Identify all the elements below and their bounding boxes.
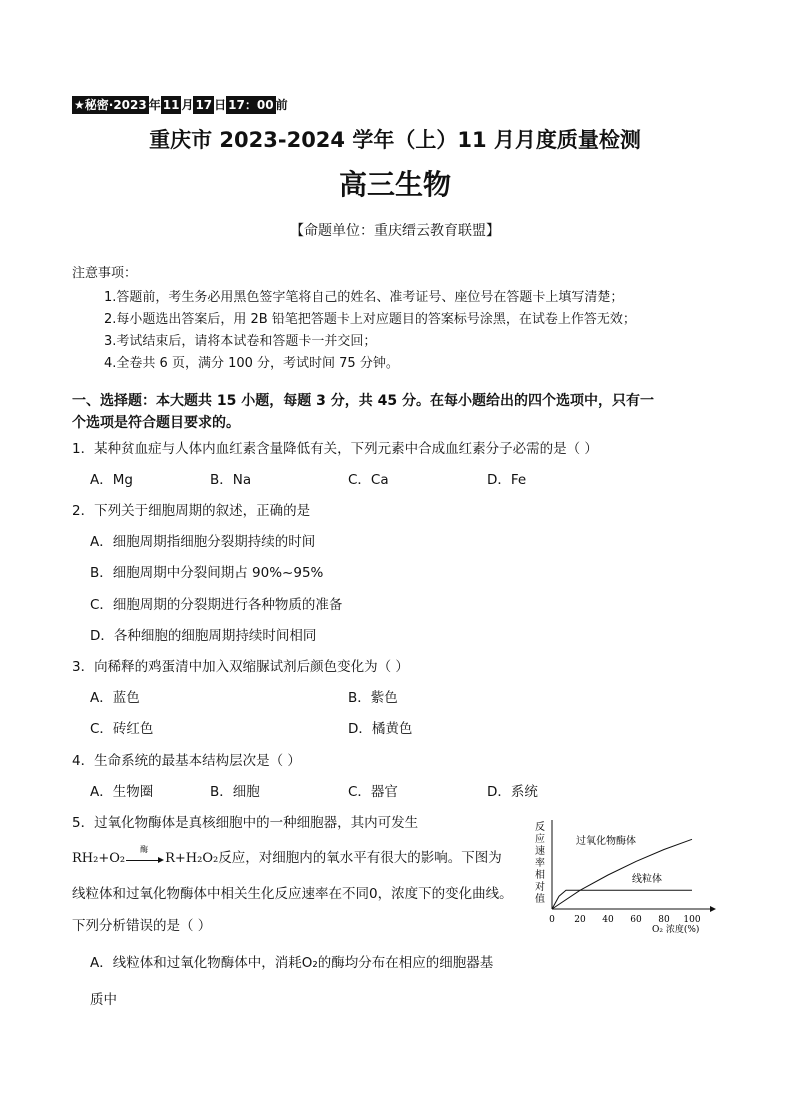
series-line — [552, 839, 692, 909]
rate-chart — [532, 816, 722, 942]
q3-option-a: A．蓝色 — [90, 690, 140, 706]
y-axis-label-char: 相 — [535, 870, 545, 881]
question-3-stem: 3．向稀释的鸡蛋清中加入双缩脲试剂后颜色变化为（ ） — [72, 659, 409, 675]
x-tick-label: 20 — [574, 915, 586, 925]
confidential-part: 17 — [195, 98, 213, 112]
q3-option-c: C．砖红色 — [90, 721, 154, 737]
x-tick-label: 80 — [658, 915, 670, 925]
q4-option-d: D．系统 — [487, 784, 538, 800]
question-1-stem: 1．某种贫血症与人体内血红素含量降低有关，下列元素中合成血红素分子必需的是（ ） — [72, 441, 598, 457]
confidential-part: 日 — [214, 98, 227, 112]
x-axis-arrow — [710, 906, 716, 912]
section-heading-cont: 个选项是符合题目要求的。 — [72, 415, 240, 431]
question-5-stem-cont: 线粒体和过氧化物酶体中相关生化反应速率在不同0，浓度下的变化曲线。 — [72, 886, 513, 902]
q1-option-d: D．Fe — [487, 472, 527, 488]
y-axis-label-char: 反 — [535, 822, 545, 833]
q4-option-a: A．生物圈 — [90, 784, 154, 800]
reaction-condition: 酶 — [140, 845, 149, 854]
notice-item: 4.全卷共 6 页，满分 100 分，考试时间 75 分钟。 — [104, 356, 399, 371]
y-axis-label-char: 应 — [535, 834, 545, 845]
reaction-products: R+H₂O₂ — [165, 851, 219, 866]
notice-heading: 注意事项： — [72, 266, 138, 281]
notice-item: 1.答题前，考生务必用黑色签字笔将自己的姓名、准考证号、座位号在答题卡上填写清楚； — [104, 290, 624, 305]
y-axis-label-char: 对 — [535, 882, 545, 893]
x-tick-label: 60 — [630, 915, 642, 925]
q4-option-c: C．器官 — [348, 784, 398, 800]
series-line — [552, 890, 692, 909]
confidential-part: 月 — [181, 98, 194, 112]
confidential-label — [72, 96, 288, 114]
q5-option-a-cont: 质中 — [90, 992, 117, 1008]
x-axis-label: O₂ 浓度(%) — [652, 925, 700, 935]
q2-option-d: D．各种细胞的细胞周期持续时间相同 — [90, 628, 317, 644]
q2-option-c: C．细胞周期的分裂期进行各种物质的准备 — [90, 597, 343, 613]
question-2-stem: 2．下列关于细胞周期的叙述，正确的是 — [72, 503, 311, 519]
q4-option-b: B．细胞 — [210, 784, 260, 800]
confidential-part: 11 — [162, 98, 180, 112]
notice-item: 2.每小题选出答案后，用 2B 铅笔把答题卡上对应题目的答案标号涂黑，在试卷上作答无效； — [104, 312, 636, 327]
question-5-stem-cont: 下列分析错误的是（ ） — [72, 918, 212, 934]
y-axis-label — [535, 820, 545, 905]
q1-option-b: B．Na — [210, 472, 252, 488]
question-4-stem: 4．生命系统的最基本结构层次是（ ） — [72, 753, 301, 769]
series-label: 线粒体 — [632, 874, 662, 885]
question-5-stem: 5．过氧化物酶体是真核细胞中的一种细胞器，其内可发生 — [72, 815, 419, 831]
x-tick-label: 100 — [683, 915, 701, 925]
y-axis-label-char: 值 — [535, 894, 545, 905]
reaction-arrow — [126, 845, 164, 866]
y-axis-label-char: 率 — [535, 858, 545, 869]
question-5-reaction-line — [72, 846, 502, 866]
confidential-part: 前 — [275, 98, 288, 112]
notice-item: 3.考试结束后，请将本试卷和答题卡一并交回； — [104, 334, 377, 349]
confidential-part: 年 — [148, 98, 161, 112]
confidential-part: ★秘密·2023 — [74, 98, 147, 112]
exam-unit: 【命题单位：重庆缙云教育联盟】 — [290, 223, 500, 239]
y-axis-label-char: 速 — [535, 846, 545, 857]
q3-option-b: B．紫色 — [348, 690, 398, 706]
x-tick-label: 0 — [549, 915, 555, 925]
q1-option-a: A．Mg — [90, 472, 133, 488]
x-tick-label: 40 — [602, 915, 614, 925]
exam-title: 重庆市 2023-2024 学年（上）11 月月度质量检测 — [149, 128, 641, 152]
q2-option-b: B．细胞周期中分裂间期占 90%~95% — [90, 565, 324, 581]
q2-option-a: A．细胞周期指细胞分裂期持续的时间 — [90, 534, 316, 550]
question-5-stem-cont: 反应，对细胞内的氧水平有很大的影响。下图为 — [218, 850, 502, 866]
q5-option-a: A．线粒体和过氧化物酶体中，消耗O₂的酶均分布在相应的细胞器基 — [90, 955, 494, 971]
confidential-part: 17：00 — [228, 98, 274, 112]
q3-option-d: D．橘黄色 — [348, 721, 413, 737]
q1-option-c: C．Ca — [348, 472, 389, 488]
section-heading: 一、选择题：本大题共 15 小题，每题 3 分，共 45 分。在每小题给出的四个选项中，只有一 — [72, 393, 654, 409]
reaction-reactants: RH₂+O₂ — [72, 851, 126, 866]
series-label: 过氧化物酶体 — [576, 836, 636, 847]
exam-subtitle: 高三生物 — [338, 168, 451, 201]
